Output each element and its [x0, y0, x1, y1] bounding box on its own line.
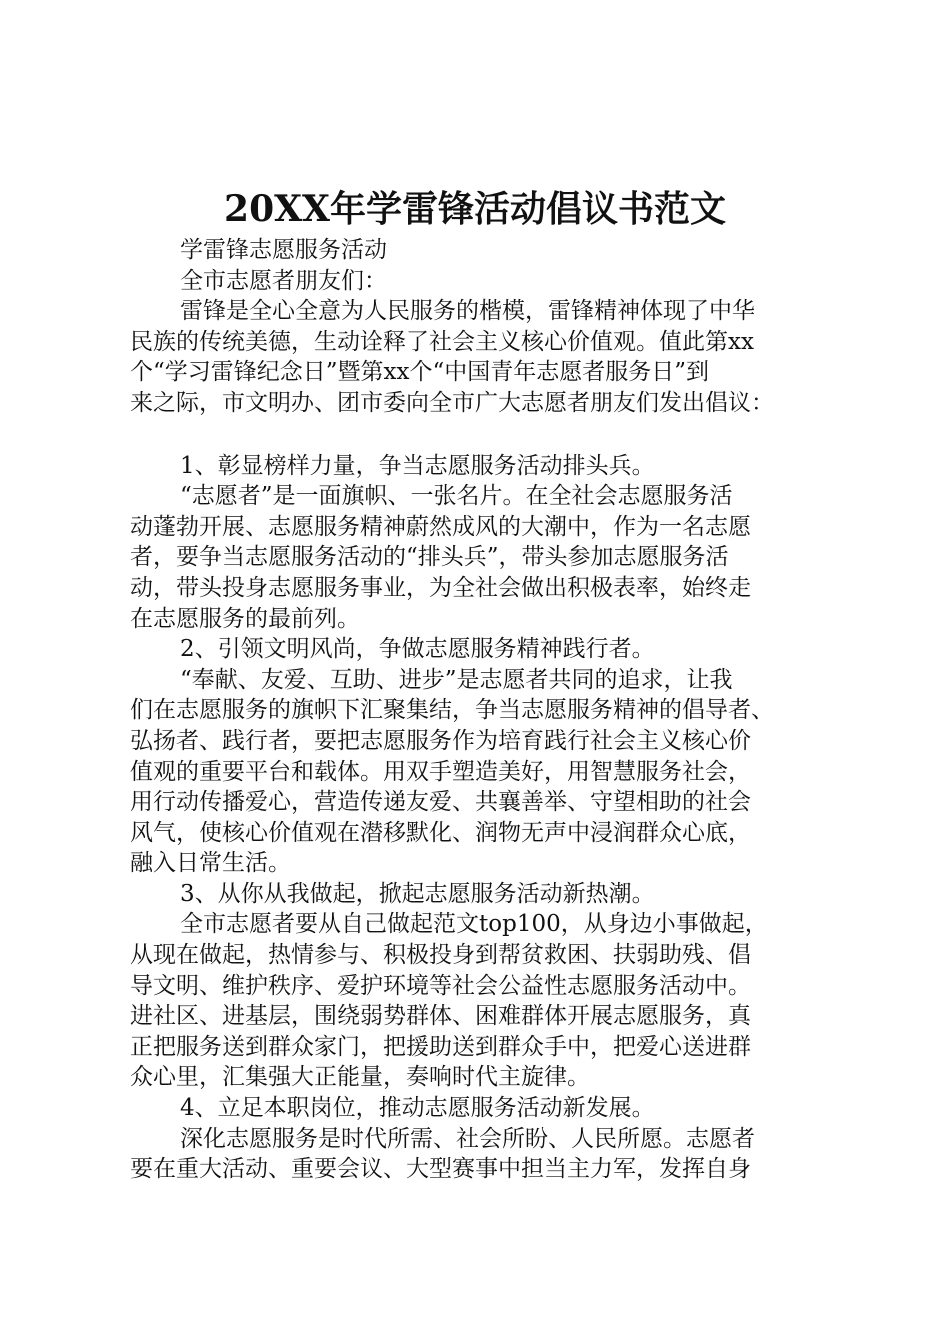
text-line: 学雷锋志愿服务活动: [180, 237, 387, 263]
text-line: 雷锋是全心全意为人民服务的楷模，雷锋精神体现了中华: [180, 298, 755, 325]
paragraph-gap: [130, 419, 830, 451]
text-line: 从现在做起，热情参与、积极投身到帮贫救困、扶弱助残、倡: [130, 942, 751, 969]
text-line: 个“学习雷锋纪念日”暨第xx个“中国青年志愿者服务日”到: [130, 359, 709, 386]
text-line: 导文明、维护秩序、爱护环境等社会公益性志愿服务活动中。: [130, 972, 751, 999]
text-line: 民族的传统美德，生动诠释了社会主义核心价值观。值此第xx: [130, 328, 754, 355]
text-line: 者，要争当志愿服务活动的“排头兵”，带头参加志愿服务活: [130, 544, 729, 571]
text-line: 弘扬者、践行者，要把志愿服务作为培育践行社会主义核心价: [130, 727, 751, 754]
text-line: 全市志愿者朋友们：: [180, 267, 387, 294]
document-title: 20XX年学雷锋活动倡议书范文: [224, 188, 726, 230]
text-line: 动蓬勃开展、志愿服务精神蔚然成风的大潮中，作为一名志愿: [130, 513, 751, 540]
text-line: 在志愿服务的最前列。: [130, 605, 360, 632]
text-line: 来之际，市文明办、团市委向全市广大志愿者朋友们发出倡议：: [130, 389, 774, 416]
text-line: 进社区、进基层，围绕弱势群体、困难群体开展志愿服务，真: [130, 1003, 751, 1030]
text-line: 深化志愿服务是时代所需、社会所盼、人民所愿。志愿者: [180, 1125, 755, 1152]
text-line: 正把服务送到群众家门，把援助送到群众手中，把爱心送进群: [130, 1033, 751, 1060]
text-line: “奉献、友爱、互助、进步”是志愿者共同的追求，让我: [180, 666, 733, 693]
text-line: 们在志愿服务的旗帜下汇聚集结，争当志愿服务精神的倡导者、: [130, 697, 774, 724]
text-line: 用行动传播爱心，营造传递友爱、共襄善举、守望相助的社会: [130, 789, 751, 816]
text-line: 2、引领文明风尚，争做志愿服务精神践行者。: [180, 636, 655, 663]
text-line: 融入日常生活。: [130, 850, 291, 877]
text-line: 全市志愿者要从自己做起范文top100，从身边小事做起，: [180, 911, 768, 938]
text-line: 值观的重要平台和载体。用双手塑造美好，用智慧服务社会，: [130, 758, 751, 785]
text-line: 要在重大活动、重要会议、大型赛事中担当主力军，发挥自身: [130, 1156, 751, 1183]
text-line: 动，带头投身志愿服务事业，为全社会做出积极表率，始终走: [130, 574, 751, 601]
text-line: 4、立足本职岗位，推动志愿服务活动新发展。: [180, 1095, 655, 1122]
text-line: 风气，使核心价值观在潜移默化、润物无声中浸润群众心底，: [130, 819, 751, 846]
text-line: 众心里，汇集强大正能量，奏响时代主旋律。: [130, 1064, 590, 1091]
text-line: “志愿者”是一面旗帜、一张名片。在全社会志愿服务活: [180, 483, 733, 510]
text-line: 1、彰显榜样力量，争当志愿服务活动排头兵。: [180, 452, 655, 479]
text-line: 3、从你从我做起，掀起志愿服务活动新热潮。: [180, 880, 655, 907]
document-body: [130, 235, 830, 1185]
